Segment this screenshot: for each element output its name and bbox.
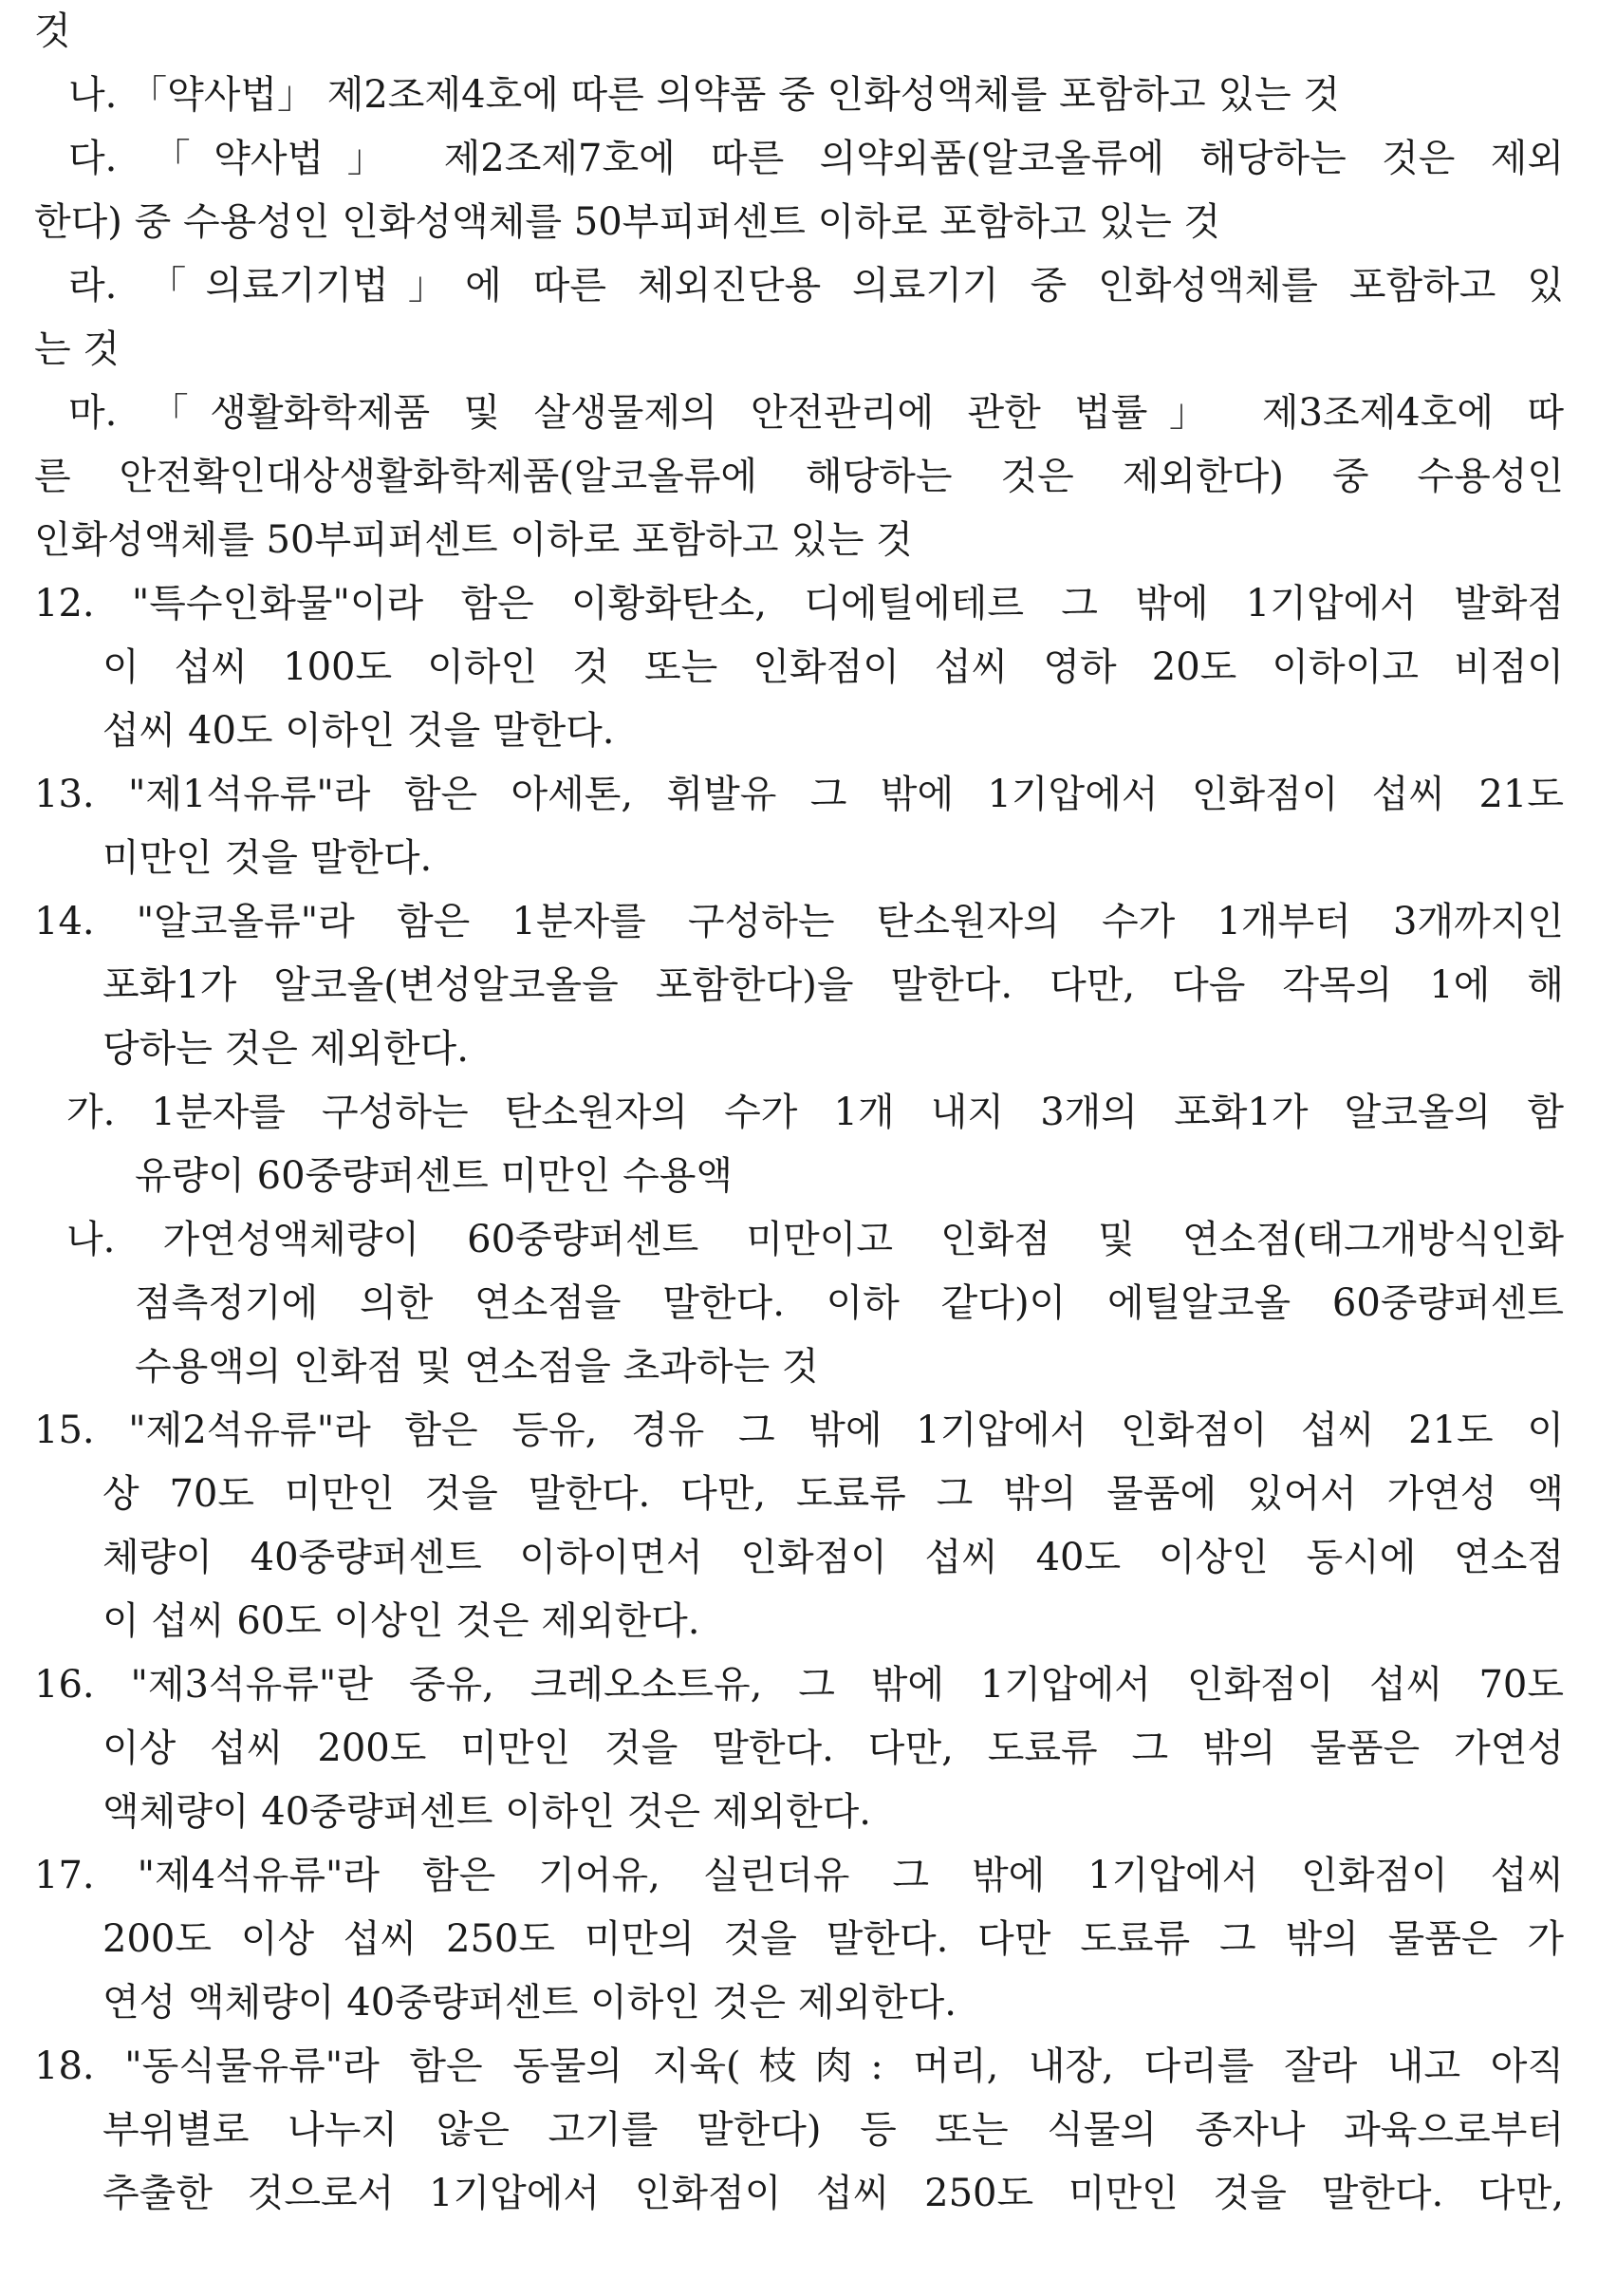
text-line: 점측정기에 의한 연소점을 말한다. 이하 같다)이 에틸알코올 60중량퍼센트 — [135, 1281, 1564, 1325]
text-line: 수용액의 인화점 및 연소점을 초과하는 것 — [135, 1345, 819, 1389]
text-line: 상 70도 미만인 것을 말한다. 다만, 도료류 그 밖의 물품에 있어서 가연성 액 — [102, 1472, 1564, 1516]
text-line: 당하는 것은 제외한다. — [102, 1027, 469, 1071]
text-line: 섭씨 40도 이하인 것을 말한다. — [102, 709, 615, 753]
text-line: 라. 「의료기기법」에 따른 체외진단용 의료기기 중 인화성액체를 포함하고 있 — [68, 264, 1564, 308]
text-line: 마. 「생활화학제품 및 살생물제의 안전관리에 관한 법률」 제3조제4호에 따 — [68, 391, 1564, 435]
text-line: 유량이 60중량퍼센트 미만인 수용액 — [135, 1154, 734, 1198]
text-line: 15. "제2석유류"라 함은 등유, 경유 그 밖에 1기압에서 인화점이 섭씨 21도 이 — [34, 1409, 1564, 1452]
text-line: 200도 이상 섭씨 250도 미만의 것을 말한다. 다만 도료류 그 밖의 물품은 가 — [102, 1917, 1564, 1961]
document-body — [34, 0, 1564, 2226]
text-line: 나. 가연성액체량이 60중량퍼센트 미만이고 인화점 및 연소점(태그개방식인화 — [66, 1218, 1564, 1261]
text-line: 나. 「약사법」 제2조제4호에 따른 의약품 중 인화성액체를 포함하고 있는 것 — [68, 73, 1340, 117]
text-line: 포화1가 알코올(변성알코올을 포함한다)을 말한다. 다만, 다음 각목의 1에 해 — [102, 963, 1564, 1007]
text-line: 미만인 것을 말한다. — [102, 836, 433, 880]
text-line: 른 안전확인대상생활화학제품(알코올류에 해당하는 것은 제외한다) 중 수용성인 — [34, 455, 1564, 498]
text-line: 것 — [34, 9, 71, 53]
text-line: 한다) 중 수용성인 인화성액체를 50부피퍼센트 이하로 포함하고 있는 것 — [34, 200, 1221, 244]
text-line: 부위별로 나누지 않은 고기를 말한다) 등 또는 식물의 종자나 과육으로부터 — [102, 2108, 1564, 2152]
text-line: 14. "알코올류"라 함은 1분자를 구성하는 탄소원자의 수가 1개부터 3개까지인 — [34, 900, 1564, 943]
text-line: 가. 1분자를 구성하는 탄소원자의 수가 1개 내지 3개의 포화1가 알코올의 함 — [66, 1091, 1564, 1134]
text-line: 인화성액체를 50부피퍼센트 이하로 포함하고 있는 것 — [34, 518, 913, 562]
text-line: 연성 액체량이 40중량퍼센트 이하인 것은 제외한다. — [102, 1981, 957, 2025]
text-line: 는 것 — [34, 327, 120, 371]
text-line: 이상 섭씨 200도 미만인 것을 말한다. 다만, 도료류 그 밖의 물품은 가연성 — [102, 1727, 1564, 1770]
text-line: 체량이 40중량퍼센트 이하이면서 인화점이 섭씨 40도 이상인 동시에 연소점 — [102, 1536, 1564, 1579]
text-line: 액체량이 40중량퍼센트 이하인 것은 제외한다. — [102, 1790, 871, 1834]
text-line: 18. "동식물유류"라 함은 동물의 지육(枝肉: 머리, 내장, 다리를 잘라 내고 아직 — [34, 2044, 1564, 2088]
text-line: 12. "특수인화물"이라 함은 이황화탄소, 디에틸에테르 그 밖에 1기압에서 발화점 — [34, 582, 1564, 625]
text-line: 이 섭씨 60도 이상인 것은 제외한다. — [102, 1599, 700, 1643]
text-line: 추출한 것으로서 1기압에서 인화점이 섭씨 250도 미만인 것을 말한다. 다만, — [102, 2172, 1564, 2215]
text-line: 이 섭씨 100도 이하인 것 또는 인화점이 섭씨 영하 20도 이하이고 비점이 — [102, 645, 1564, 689]
text-line: 16. "제3석유류"란 중유, 크레오소트유, 그 밖에 1기압에서 인화점이 섭씨 70도 — [34, 1663, 1564, 1707]
text-line: 13. "제1석유류"라 함은 아세톤, 휘발유 그 밖에 1기압에서 인화점이 섭씨 21도 — [34, 773, 1564, 816]
text-line: 다. 「약사법」 제2조제7호에 따른 의약외품(알코올류에 해당하는 것은 제외 — [68, 137, 1564, 180]
text-line: 17. "제4석유류"라 함은 기어유, 실린더유 그 밖에 1기압에서 인화점이 섭씨 — [34, 1854, 1564, 1897]
